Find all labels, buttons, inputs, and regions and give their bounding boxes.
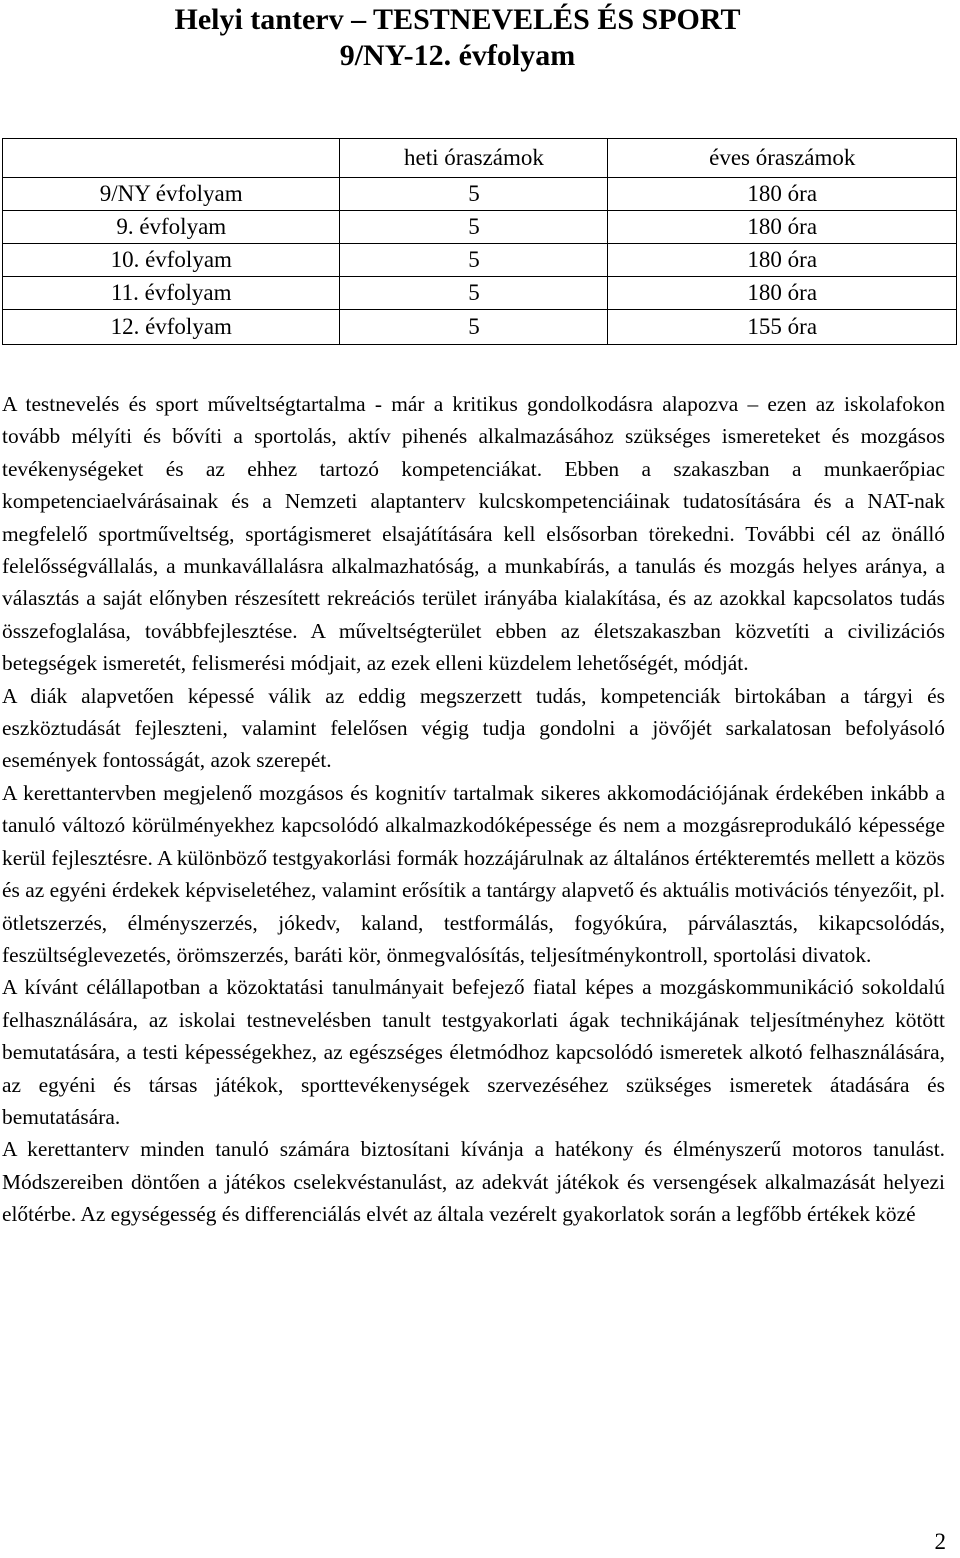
paragraph: A diák alapvetően képessé válik az eddig megszerzett tudás, kompetenciák birtokában a tárgyi és eszköztudását fejleszteni, valamint felelősen végig tudja gondolni a jövőjét sarkalatosan befolyásoló események fontosságát, azok szerepét. xyxy=(2,683,945,773)
table-header-cell: heti óraszámok xyxy=(340,139,608,178)
grade-cell: 11. évfolyam xyxy=(3,277,340,310)
yearly-hours-cell: 180 óra xyxy=(608,178,957,211)
weekly-hours-cell: 5 xyxy=(340,310,608,345)
table-row xyxy=(3,178,957,211)
paragraph: A kerettanterv minden tanuló számára biztosítani kívánja a hatékony és élményszerű motoros tanulást. Módszereiben döntően a játékos cselekvéstanulást, az adekvát játékok és versengések alkalmazását helyezi előtérbe. Az egységesség és differenciálás elvét az általa vezérelt gyakorlatok során a legfőbb értékek közé xyxy=(2,1137,945,1227)
weekly-hours-cell: 5 xyxy=(340,211,608,244)
yearly-hours-cell: 180 óra xyxy=(608,244,957,277)
table-row xyxy=(3,310,957,345)
table-header-cell xyxy=(3,139,340,178)
table-row xyxy=(3,211,957,244)
paragraph: A testnevelés és sport műveltségtartalma - már a kritikus gondolkodásra alapozva – ezen az iskolafokon tovább mélyíti és bővíti a sportolás, aktív pihenés alkalmazásához szükséges ismereteket és mozgásos tevékenységeket és az ehhez tartozó kompetenciákat. Ebben a szakaszban a munkaerőpiac kompetenciaelvárásainak és a Nemzeti alaptanterv kulcskompetenciáinak tudatosítására és a NAT-nak megfelelő sportműveltség, sportágismeret elsajátítására kell elsősorban törekedni. További cél az önálló felelősségvállalás, a munkavállalásra alkalmazhatóság, a munkabírás, a tanulás és mozgás helyes aránya, a választás a saját előnyben részesített rekreációs terület irányába kialakítása, és az azokkal kapcsolatos tudás összefoglalása, továbbfejlesztése. A műveltségterület ebben az életszakaszban közvetíti a civilizációs betegségek ismeretét, felismerési módjait, az ezek elleni küzdelem lehetőségét, módját. xyxy=(2,392,945,676)
body-text xyxy=(2,388,945,1231)
table-row xyxy=(3,277,957,310)
grade-cell: 10. évfolyam xyxy=(3,244,340,277)
page-number: 2 xyxy=(934,1529,946,1554)
hours-table xyxy=(2,138,957,345)
paragraph: A kívánt célállapotban a közoktatási tanulmányait befejező fiatal képes a mozgáskommunikáció sokoldalú felhasználására, az iskolai testnevelésben tanult testgyakorlati ágak technikájának teljesítményhez kötött bemutatására, a testi képességekhez, az egészséges életmódhoz kapcsolódó ismeretek alkotó felhasználására, az egyéni és társas játékok, sporttevékenységek szervezéséhez szükséges ismeretek átadására és bemutatására. xyxy=(2,975,945,1129)
yearly-hours-cell: 180 óra xyxy=(608,277,957,310)
grade-cell: 9/NY évfolyam xyxy=(3,178,340,211)
yearly-hours-cell: 180 óra xyxy=(608,211,957,244)
grade-cell: 12. évfolyam xyxy=(3,310,340,345)
paragraph: A kerettantervben megjelenő mozgásos és kognitív tartalmak sikeres akkomodációjának érdekében inkább a tanuló változó körülményekhez kapcsolódó alkalmazkodóképessége és nem a mozgásreprodukáló képessége kerül fejlesztésre. A különböző testgyakorlási formák hozzájárulnak az általános értékteremtés mellett a közös és az egyéni érdekek képviseletéhez, valamint erősítik a tantárgy alapvető és aktuális motivációs tényezőit, pl. ötletszerzés, élményszerzés, jókedv, kaland, testformálás, fogyókúra, párválasztás, kikapcsolódás, feszültséglevezetés, örömszerzés, baráti kör, önmegvalósítás, teljesítménykontroll, sportolási divatok. xyxy=(2,780,945,967)
weekly-hours-cell: 5 xyxy=(340,277,608,310)
table-row xyxy=(3,244,957,277)
table-header-cell: éves óraszámok xyxy=(608,139,957,178)
weekly-hours-cell: 5 xyxy=(340,244,608,277)
table-header-row xyxy=(3,139,957,178)
document-title: Helyi tanterv – TESTNEVELÉS ÉS SPORT xyxy=(174,3,741,36)
yearly-hours-cell: 155 óra xyxy=(608,310,957,345)
grade-cell: 9. évfolyam xyxy=(3,211,340,244)
document-subtitle: 9/NY-12. évfolyam xyxy=(339,39,576,72)
weekly-hours-cell: 5 xyxy=(340,178,608,211)
